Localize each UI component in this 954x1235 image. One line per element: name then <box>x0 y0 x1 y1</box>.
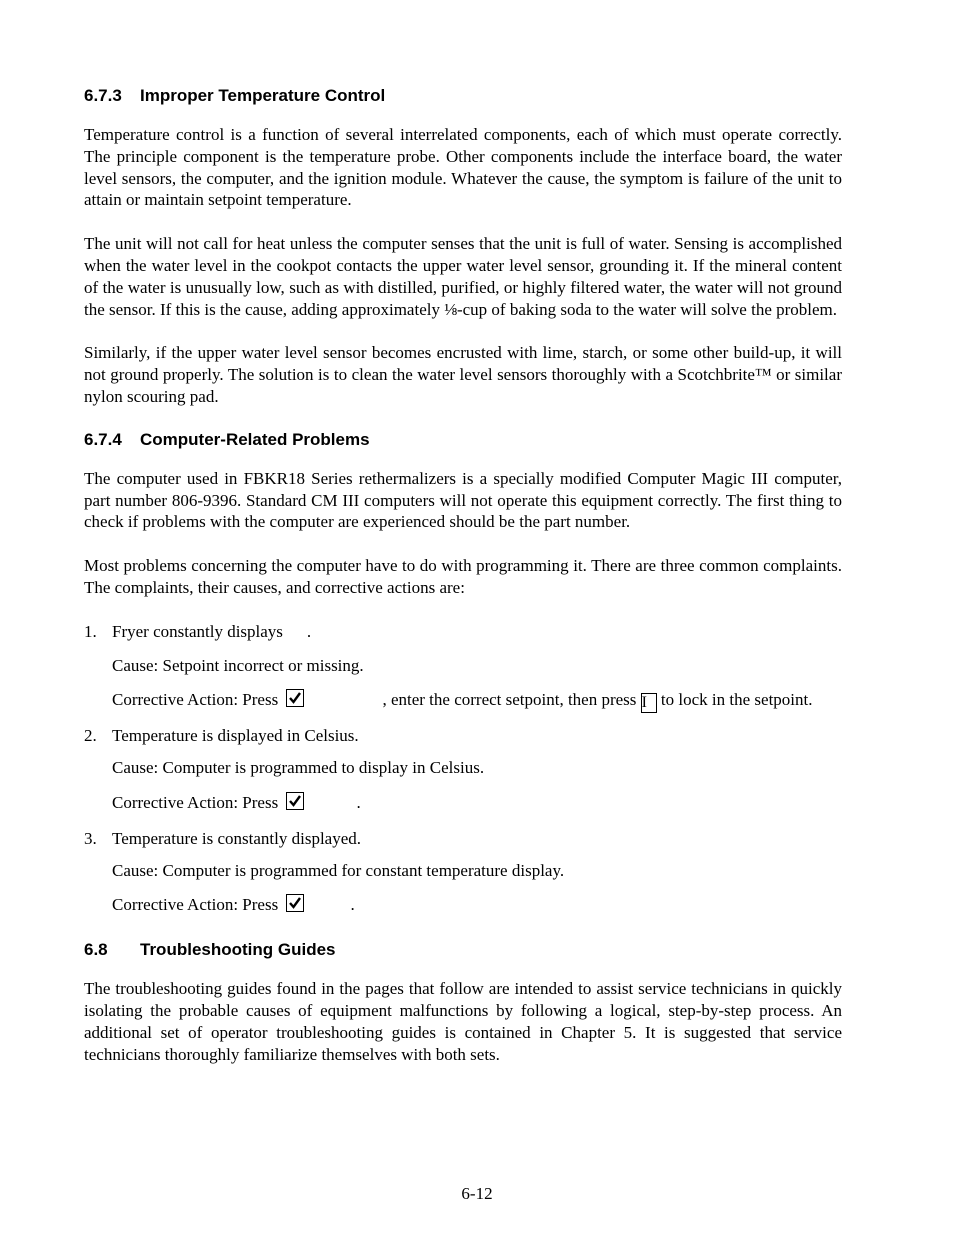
action-text-end: . <box>350 895 355 915</box>
item-cause <box>84 655 842 677</box>
paragraph: The unit will not call for heat unless the computer senses that the unit is full of water. Sensing is accomplished when the water level in the cookpot contacts the upper water level sensor, grounding it. If the mineral content of the water is unusually low, such as with distilled, purified, or highly filtered water, the water will not ground the sensor. If this is the cause, adding approximately ⅛-cup of baking soda to the water will solve the problem. <box>84 234 842 319</box>
check-key-icon <box>286 894 304 912</box>
section-heading-6-7-3 <box>84 84 842 108</box>
document-page <box>84 84 842 1065</box>
action-text: Corrective Action: Press <box>112 895 279 915</box>
section-title: Troubleshooting Guides <box>140 940 336 960</box>
list-item <box>84 828 842 850</box>
item-cause <box>84 860 842 882</box>
paragraph: The troubleshooting guides found in the pages that follow are intended to assist service technicians in quickly isolating the probable causes of equipment malfunctions by following a logical, step-by-step process. An additional set of operator troubleshooting guides is contained in Chapter 5. It is suggested that service technicians thoroughly familiarize themselves with both sets. <box>84 979 842 1064</box>
list-marker: 3. <box>84 828 97 848</box>
section-number: 6.7.4 <box>84 429 122 449</box>
list-marker: 1. <box>84 621 97 641</box>
item-cause <box>84 757 842 779</box>
action-text: Corrective Action: Press <box>112 792 279 812</box>
list-marker: 2. <box>84 726 97 746</box>
item-action <box>84 792 842 814</box>
section-title: Computer-Related Problems <box>140 429 370 449</box>
paragraph: Temperature control is a function of several interrelated components, each of which must operate correctly. The principle component is the temperature probe. Other components include the interface board, the water level sensors, the computer, and the ignition module. Whatever the cause, the symptom is failure of the unit to attain or maintain setpoint temperature. <box>84 125 842 210</box>
list-item <box>84 621 842 643</box>
item-text-end: . <box>306 621 312 641</box>
paragraph: Similarly, if the upper water level sensor becomes encrusted with lime, starch, or some other build-up, it will not ground properly. The solution is to clean the water level sensors thoroughly with a Scotchbrite™ or similar nylon scouring pad. <box>84 343 842 406</box>
item-action <box>84 689 842 713</box>
action-text: Corrective Action: Press <box>112 690 279 710</box>
paragraph: The computer used in FBKR18 Series rethermalizers is a specially modified Computer Magic III computer, part number 806-9396. Standard CM III computers will not operate this equipment correctly. The first thing to check if problems with the computer are experienced should be the part number. <box>84 468 842 532</box>
cause-text: Cause: Computer is programmed for constant temperature display. <box>112 860 565 880</box>
item-text: Temperature is constantly displayed. <box>112 828 362 848</box>
item-action <box>84 894 842 916</box>
page-number: 6-12 <box>461 1184 493 1203</box>
section-title: Improper Temperature Control <box>140 86 386 105</box>
item-text: Temperature is displayed in Celsius. <box>112 726 359 746</box>
cause-text: Cause: Computer is programmed to display in Celsius. <box>112 758 485 778</box>
section-number: 6.7.3 <box>84 86 122 105</box>
cause-text: Cause: Setpoint incorrect or missing. <box>112 655 364 675</box>
item-text: Fryer constantly displays <box>112 621 283 641</box>
action-text-end: to lock in the setpoint. <box>660 690 813 710</box>
section-heading-6-8 <box>84 938 842 962</box>
action-text-end: . <box>356 792 361 812</box>
paragraph: Most problems concerning the computer have to do with programming it. There are three common complaints. The complaints, their causes, and corrective actions are: <box>84 556 842 597</box>
info-key-icon: I <box>641 693 657 713</box>
action-text-mid: , enter the correct setpoint, then press <box>382 690 637 710</box>
check-key-icon <box>286 792 304 810</box>
section-heading-6-7-4 <box>84 428 842 452</box>
check-key-icon <box>286 689 304 707</box>
section-number: 6.8 <box>84 940 108 960</box>
list-item <box>84 725 842 747</box>
